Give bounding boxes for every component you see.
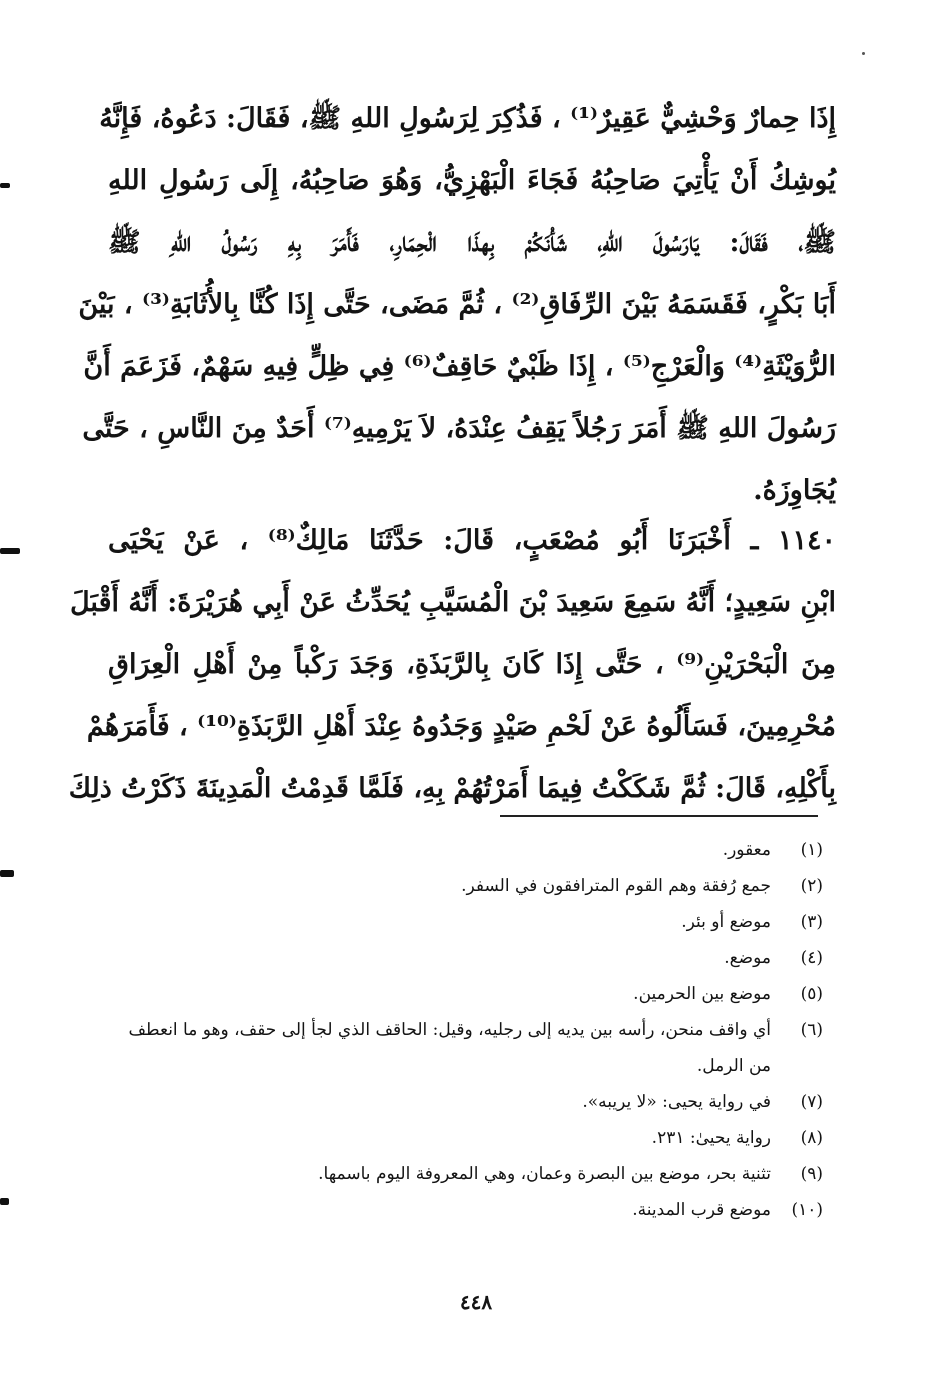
edge-mark xyxy=(0,548,20,554)
footnote-number: (٨) xyxy=(800,1128,823,1148)
footnotes xyxy=(118,832,823,1228)
hadith-number-line: ١١٤٠ ـ أَخْبَرَنَا أَبُو مُصْعَبٍ، قَالَ: حَدَّثَنَا مَالِكٌ⁽⁸⁾ ، عَنْ يَحْيَى xyxy=(108,525,836,556)
footnote-text: معقور. xyxy=(722,840,771,860)
footnote xyxy=(118,904,823,940)
paragraph-1 xyxy=(78,88,836,522)
footnote-number: (٥) xyxy=(800,984,823,1004)
text-line: يُجَاوِزَهُ. xyxy=(753,475,836,506)
footnote-number: (٣) xyxy=(800,912,823,932)
footnote xyxy=(118,868,823,904)
text-line: رَسُولَ اللهِ ﷺ أَمَرَ رَجُلاً يَقِفُ عِنْدَهُ، لاَ يَرْمِيهِ⁽⁷⁾ أَحَدٌ مِنَ النَّاسِ ، حَتَّى xyxy=(82,413,836,444)
footnote-text: تثنية بحر، موضع بين البصرة وعمان، وهي المعروفة اليوم باسمها. xyxy=(318,1164,771,1184)
footnote-number: (٢) xyxy=(800,876,823,896)
text-line: مُحْرِمِينَ، فَسَأَلُوهُ عَنْ لَحْمِ صَيْدٍ وَجَدُوهُ عِنْدَ أَهْلِ الرَّبَذَةِ⁽¹⁰⁾ ، فَأَمَرَهُمْ xyxy=(86,711,836,742)
footnote-text: موضع أو بئر. xyxy=(681,912,771,932)
footnote xyxy=(118,1120,823,1156)
footnote xyxy=(118,1156,823,1192)
footnote-text: جمع رُفقة وهم القوم المترافقون في السفر. xyxy=(461,876,771,896)
text-line: إِذَا حِمارٌ وَحْشِيٌّ عَقِيرٌ⁽¹⁾ ، فَذُكِرَ لِرَسُولِ اللهِ ﷺ، فَقَالَ: دَعُوهُ، فَإِنَّهُ xyxy=(99,103,836,134)
footnote xyxy=(118,940,823,976)
footnote-number: (٦) xyxy=(800,1020,823,1040)
footnote-text: موضع بين الحرمين. xyxy=(633,984,771,1004)
text-line: الرُّوَيْثَةِ⁽⁴⁾ وَالْعَرْجِ⁽⁵⁾ ، إِذَا ظَبْيٌ حَاقِفٌ⁽⁶⁾ فِي ظِلٍّ فِيهِ سَهْمٌ، فَزَعَمَ أَنَّ xyxy=(83,351,836,382)
edge-mark xyxy=(0,1198,9,1205)
text-line: بِأَكْلِهِ، قَالَ: ثُمَّ شَكَكْتُ فِيمَا أَمَرْتُهُمْ بِهِ، فَلَمَّا قَدِمْتُ الْمَدِينَةَ ذَكَرْتُ ذلِكَ xyxy=(68,773,836,804)
footnote-separator xyxy=(500,815,818,817)
footnote-number: (٩) xyxy=(800,1164,823,1184)
text-line: ﷺ، فَقَالَ: يَارَسُولَ اللهِ، شَأْنَكُمْ بِهذَا الْحِمَارِ، فَأَمَرَ بِهِ رَسُولُ اللهِ ﷺ xyxy=(108,227,836,258)
page-number: ٤٤٨ xyxy=(459,1290,493,1314)
footnote-text: رواية يحيىٰ: ٢٣١. xyxy=(651,1128,771,1148)
text-line: أَبَا بَكْرٍ، فَقَسَمَهُ بَيْنَ الرِّفَاقِ⁽²⁾ ، ثُمَّ مَضَى، حَتَّى إِذَا كُنَّا بِالأُثَابَةِ⁽³⁾ ، بَيْنَ xyxy=(78,289,836,320)
footnote-number: (١٠) xyxy=(791,1200,823,1220)
footnote-number: (٤) xyxy=(800,948,823,968)
edge-mark xyxy=(0,183,10,188)
footnote-number: (١) xyxy=(800,840,823,860)
edge-mark xyxy=(0,870,14,877)
footnote-text: موضع قرب المدينة. xyxy=(632,1200,771,1220)
footnote xyxy=(118,1192,823,1228)
page-speck xyxy=(862,52,865,55)
paragraph-2 xyxy=(68,510,836,820)
footnote xyxy=(118,832,823,868)
footnote-number: (٧) xyxy=(800,1092,823,1112)
text-line: مِنَ الْبَحْرَيْنِ⁽⁹⁾ ، حَتَّى إِذَا كَانَ بِالرَّبَذَةِ، وَجَدَ رَكْباً مِنْ أَهْلِ الْعِرَاقِ xyxy=(108,649,836,680)
footnote-text: أي واقف منحن، رأسه بين يديه إلى رجليه، وقيل: الحاقف الذي لجأ إلى حقف، وهو ما انعطف من الرمل. xyxy=(128,1020,771,1076)
footnote-text: موضع. xyxy=(724,948,771,968)
text-line: يُوشِكُ أَنْ يَأْتِيَ صَاحِبُهُ فَجَاءَ الْبَهْزِيُّ، وَهُوَ صَاحِبُهُ، إِلَى رَسُولِ اللهِ xyxy=(108,165,836,196)
footnote xyxy=(118,976,823,1012)
footnote-text: في رواية يحيى: «لا يريبه». xyxy=(582,1092,771,1112)
footnote xyxy=(118,1012,823,1084)
footnote xyxy=(118,1084,823,1120)
text-line: ابْنِ سَعِيدٍ؛ أَنَّهُ سَمِعَ سَعِيدَ بْنَ الْمُسَيَّبِ يُحَدِّثُ عَنْ أَبِي هُرَيْرَةَ: أَنَّهُ أَقْبَلَ xyxy=(69,587,836,618)
